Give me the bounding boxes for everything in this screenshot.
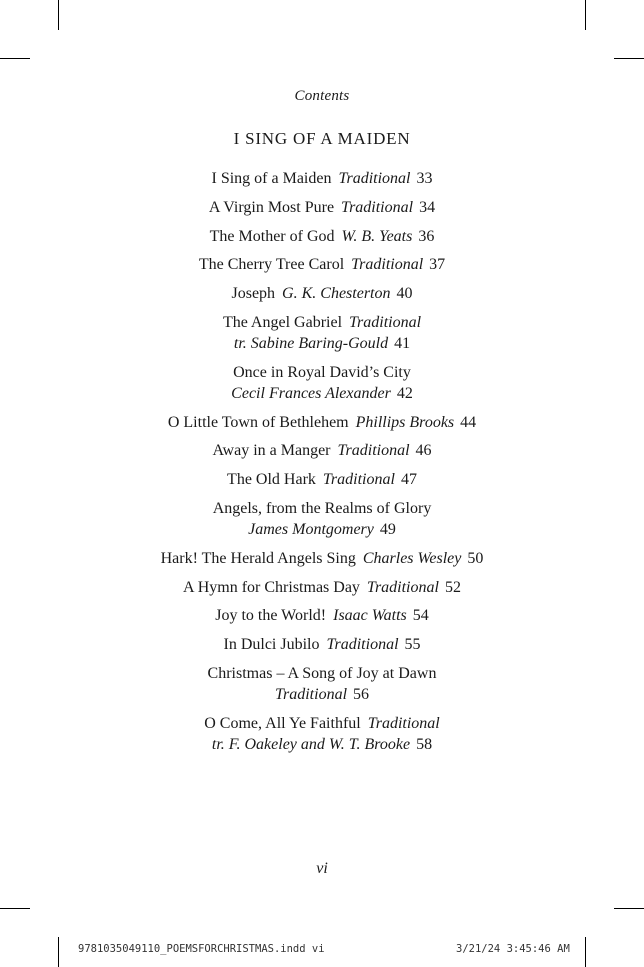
entry-title: The Mother of God bbox=[209, 227, 335, 245]
toc-entry bbox=[0, 254, 644, 275]
toc-entry bbox=[0, 362, 644, 404]
entry-author: Cecil Frances Alexander bbox=[231, 384, 391, 402]
crop-mark bbox=[614, 58, 644, 59]
entry-page: 40 bbox=[396, 285, 413, 303]
entry-author: Isaac Watts bbox=[333, 607, 407, 625]
entry-page: 47 bbox=[400, 471, 417, 489]
entry-author: Traditional bbox=[338, 170, 411, 187]
crop-mark bbox=[614, 908, 644, 909]
toc-entry bbox=[0, 197, 644, 218]
crop-mark bbox=[0, 908, 30, 909]
entry-title: The Angel Gabriel bbox=[222, 313, 343, 331]
entry-title: The Cherry Tree Carol bbox=[198, 256, 345, 274]
entry-page: 36 bbox=[418, 227, 435, 245]
toc-entry bbox=[0, 168, 644, 189]
entry-page: 34 bbox=[419, 198, 436, 216]
entry-author: Traditional bbox=[337, 442, 410, 460]
entry-title: Joseph bbox=[231, 285, 276, 303]
entry-author: Traditional bbox=[367, 714, 440, 732]
entry-title: Christmas – A Song of Joy at Dawn bbox=[207, 664, 437, 682]
entry-page: 55 bbox=[404, 636, 421, 654]
entry-author: Traditional bbox=[326, 636, 399, 654]
entry-author: Traditional bbox=[322, 471, 395, 489]
entry-page: 37 bbox=[429, 256, 446, 274]
entry-translator: tr. F. Oakeley and W. T. Brooke bbox=[211, 735, 411, 753]
table-of-contents bbox=[0, 168, 644, 763]
entry-page: 33 bbox=[416, 170, 433, 187]
entry-page: 50 bbox=[467, 549, 484, 567]
entry-title: Joy to the World! bbox=[215, 607, 327, 625]
entry-translator: tr. Sabine Baring-Gould bbox=[233, 334, 389, 352]
entry-title: O Little Town of Bethlehem bbox=[167, 413, 349, 431]
toc-entry bbox=[0, 440, 644, 461]
entry-author: Phillips Brooks bbox=[355, 413, 455, 431]
entry-page: 41 bbox=[394, 334, 411, 352]
entry-author: James Montgomery bbox=[248, 520, 374, 538]
entry-page: 42 bbox=[396, 384, 413, 402]
entry-title: The Old Hark bbox=[227, 471, 316, 489]
entry-title: A Virgin Most Pure bbox=[208, 198, 335, 216]
entry-author: Traditional bbox=[349, 313, 422, 331]
entry-page: 44 bbox=[460, 413, 477, 431]
crop-mark bbox=[0, 58, 30, 59]
entry-title: O Come, All Ye Faithful bbox=[204, 714, 361, 732]
slug-filename: 9781035049110_POEMSFORCHRISTMAS.indd vi bbox=[78, 943, 325, 955]
entry-title: Hark! The Herald Angels Sing bbox=[160, 549, 356, 567]
toc-entry bbox=[0, 634, 644, 655]
running-head: Contents bbox=[294, 88, 350, 104]
entry-page: 56 bbox=[353, 685, 370, 703]
entry-author: Traditional bbox=[351, 256, 424, 274]
entry-author: W. B. Yeats bbox=[341, 227, 413, 245]
toc-entry bbox=[0, 283, 644, 304]
entry-title: A Hymn for Christmas Day bbox=[183, 578, 360, 596]
page-folio: vi bbox=[316, 860, 328, 877]
entry-page: 46 bbox=[415, 442, 432, 460]
toc-entry bbox=[0, 312, 644, 354]
entry-title: I Sing of a Maiden bbox=[211, 170, 332, 187]
toc-entry bbox=[0, 663, 644, 705]
entry-page: 54 bbox=[412, 607, 429, 625]
toc-entry bbox=[0, 412, 644, 433]
toc-entry bbox=[0, 226, 644, 247]
toc-entry bbox=[0, 548, 644, 569]
entry-title: Once in Royal David’s City bbox=[233, 363, 411, 381]
entry-title: Away in a Manger bbox=[212, 442, 331, 460]
section-title: I SING OF A MAIDEN bbox=[233, 129, 411, 148]
toc-entry bbox=[0, 713, 644, 755]
crop-mark bbox=[585, 0, 586, 30]
toc-entry bbox=[0, 577, 644, 598]
entry-page: 49 bbox=[379, 520, 396, 538]
entry-author: Traditional bbox=[341, 198, 414, 216]
print-slug bbox=[0, 941, 644, 961]
entry-title: In Dulci Jubilo bbox=[223, 636, 320, 654]
toc-entry bbox=[0, 469, 644, 490]
entry-author: G. K. Chesterton bbox=[282, 285, 391, 303]
entry-page: 58 bbox=[416, 735, 433, 753]
entry-author: Traditional bbox=[366, 578, 439, 596]
toc-entry bbox=[0, 498, 644, 540]
entry-author: Traditional bbox=[274, 685, 348, 703]
crop-mark bbox=[58, 0, 59, 30]
entry-page: 52 bbox=[444, 578, 461, 596]
entry-author: Charles Wesley bbox=[362, 549, 462, 567]
slug-timestamp: 3/21/24 3:45:46 AM bbox=[456, 943, 570, 955]
toc-entry bbox=[0, 605, 644, 626]
entry-title: Angels, from the Realms of Glory bbox=[212, 499, 432, 517]
